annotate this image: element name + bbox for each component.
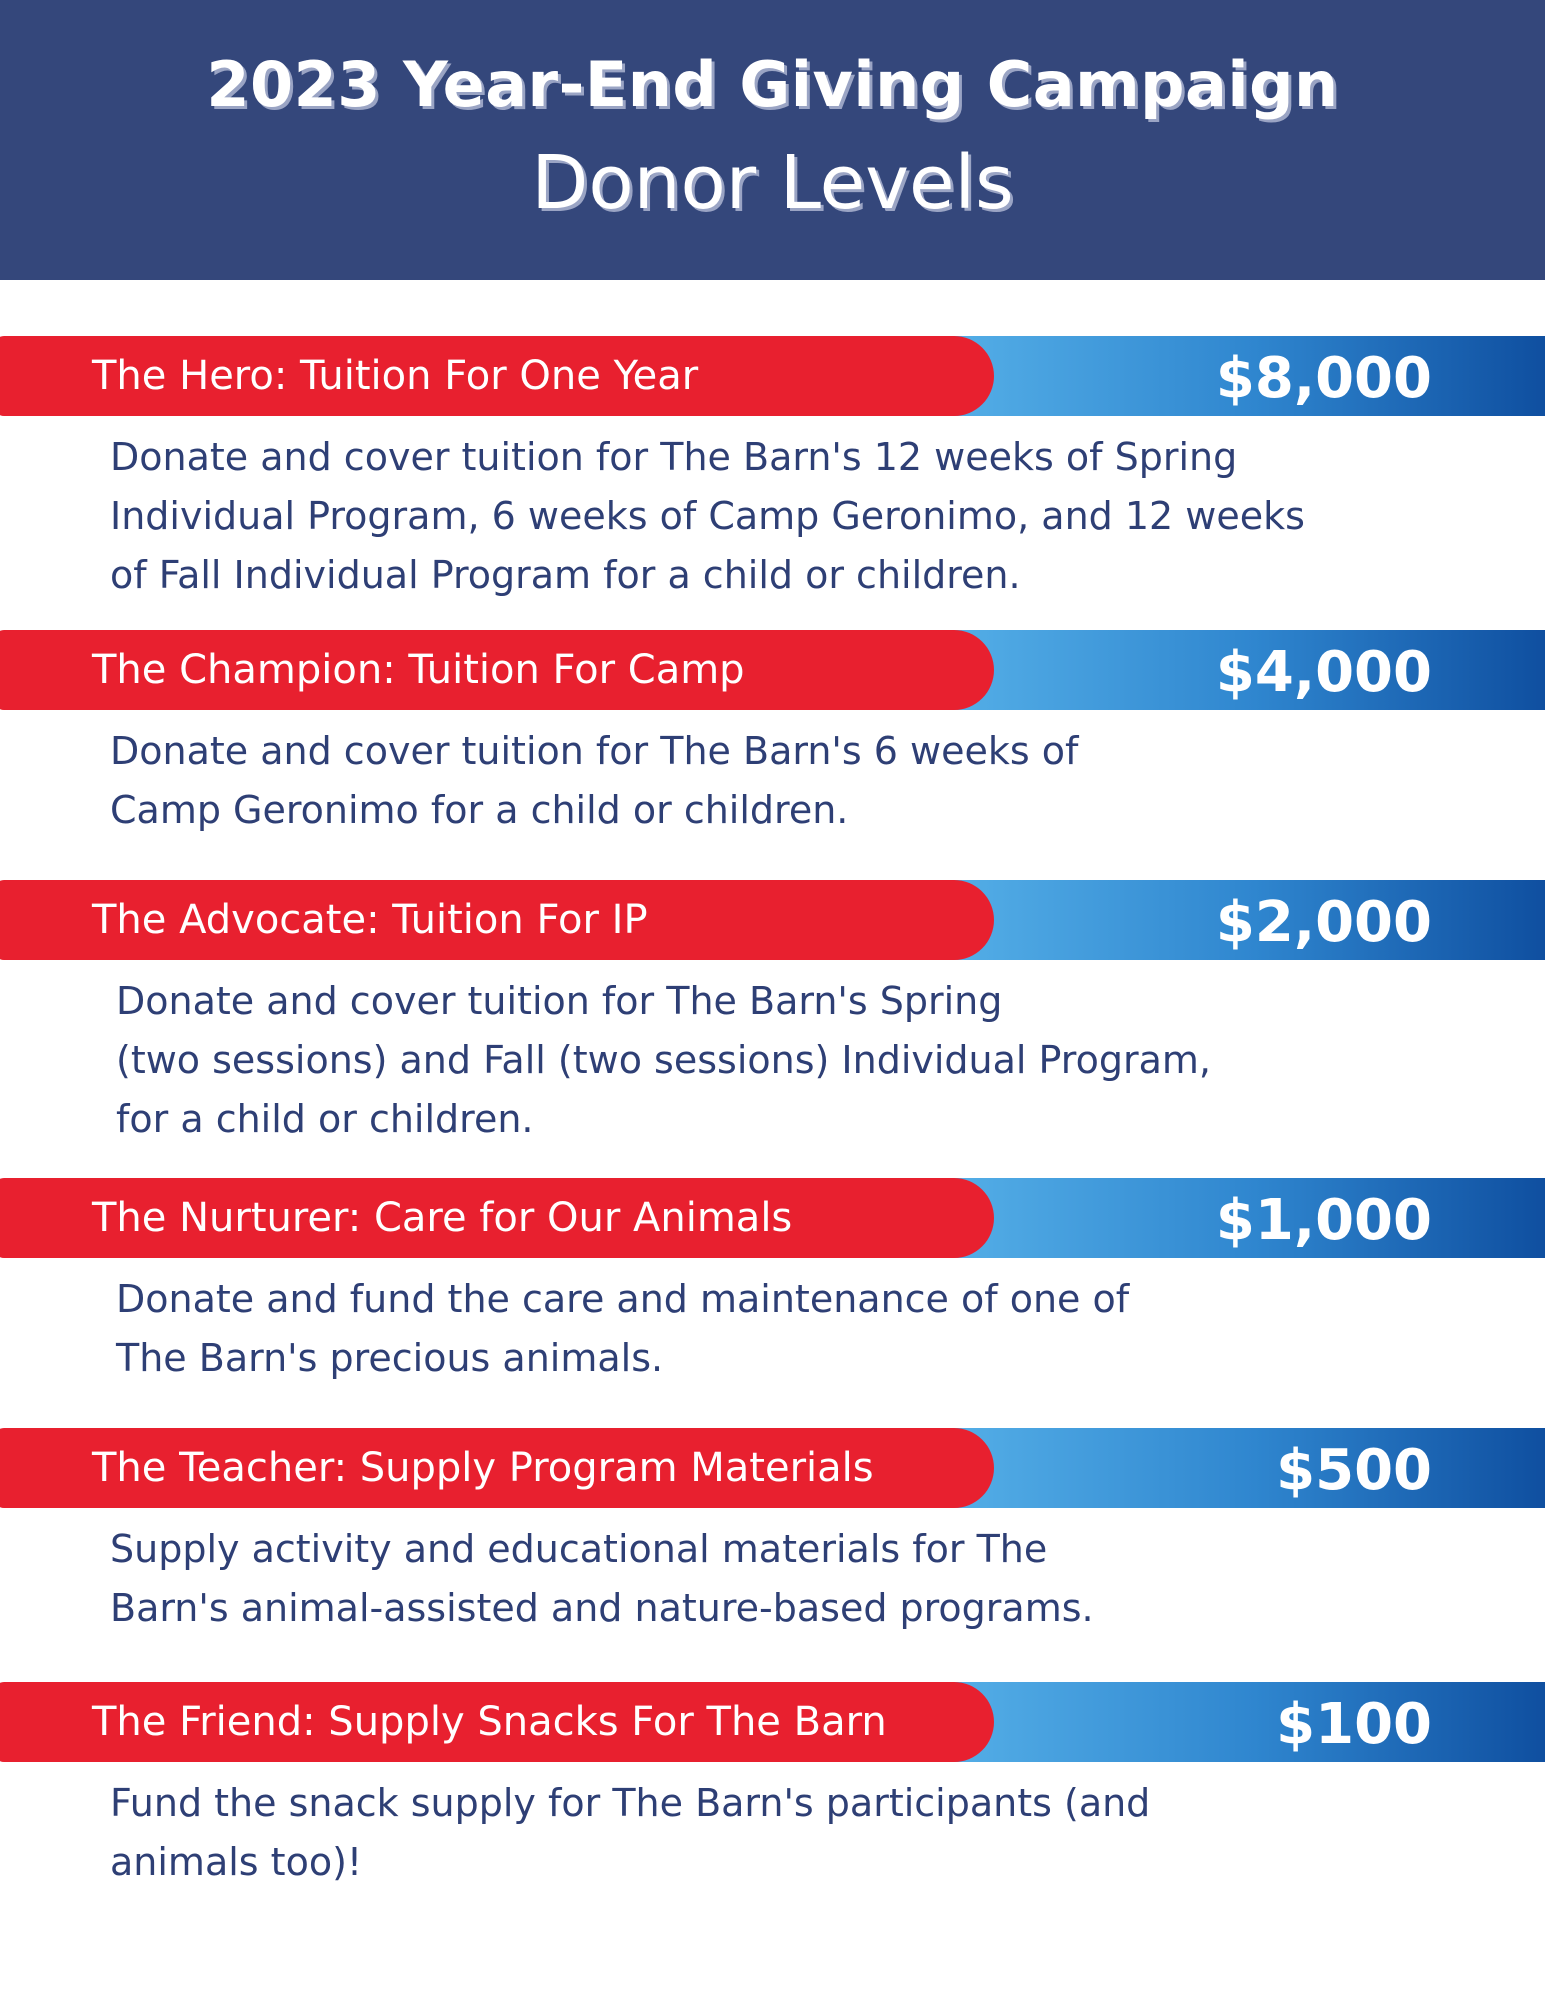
- level-amount: $8,000: [1215, 346, 1432, 411]
- level-name: The Friend: Supply Snacks For The Barn: [92, 1699, 887, 1745]
- amount-bar: [900, 1682, 1545, 1762]
- page-title: 2023 Year-End Giving Campaign: [206, 48, 1339, 121]
- level-amount: $4,000: [1215, 640, 1432, 705]
- level-name: The Hero: Tuition For One Year: [92, 353, 699, 399]
- level-bar: [0, 880, 1545, 960]
- page-subtitle: Donor Levels: [531, 140, 1014, 226]
- level-description: Donate and cover tuition for The Barn's 12 weeks of Spring Individual Program, 6 weeks of Camp Geronimo, and 12 weeks of Fall Individual Program for a child or children.: [110, 435, 1305, 597]
- level-description: Donate and cover tuition for The Barn's 6 weeks of Camp Geronimo for a child or children.: [110, 729, 1079, 832]
- level-description: Donate and fund the care and maintenance of one of The Barn's precious animals.: [116, 1277, 1130, 1380]
- level-name: The Nurturer: Care for Our Animals: [92, 1195, 793, 1241]
- level-amount: $1,000: [1215, 1188, 1432, 1253]
- level-amount: $2,000: [1215, 890, 1432, 955]
- level-bar: [0, 1178, 1545, 1258]
- level-bar: [0, 630, 1545, 710]
- header-banner: [0, 0, 1545, 280]
- level-description: Donate and cover tuition for The Barn's Spring (two sessions) and Fall (two sessions) Individual Program, for a child or children.: [116, 979, 1211, 1141]
- level-amount: $100: [1276, 1692, 1432, 1757]
- level-bar: [0, 1428, 1545, 1508]
- level-description: Fund the snack supply for The Barn's participants (and animals too)!: [110, 1781, 1151, 1884]
- level-bar: [0, 336, 1545, 416]
- level-bar: [0, 1682, 1545, 1762]
- amount-bar: [900, 1428, 1545, 1508]
- level-name: The Teacher: Supply Program Materials: [92, 1445, 874, 1491]
- level-name: The Advocate: Tuition For IP: [92, 897, 648, 943]
- level-description: Supply activity and educational materials for The Barn's animal-assisted and nature-based programs.: [110, 1527, 1094, 1630]
- level-amount: $500: [1276, 1438, 1432, 1503]
- level-name: The Champion: Tuition For Camp: [92, 647, 745, 693]
